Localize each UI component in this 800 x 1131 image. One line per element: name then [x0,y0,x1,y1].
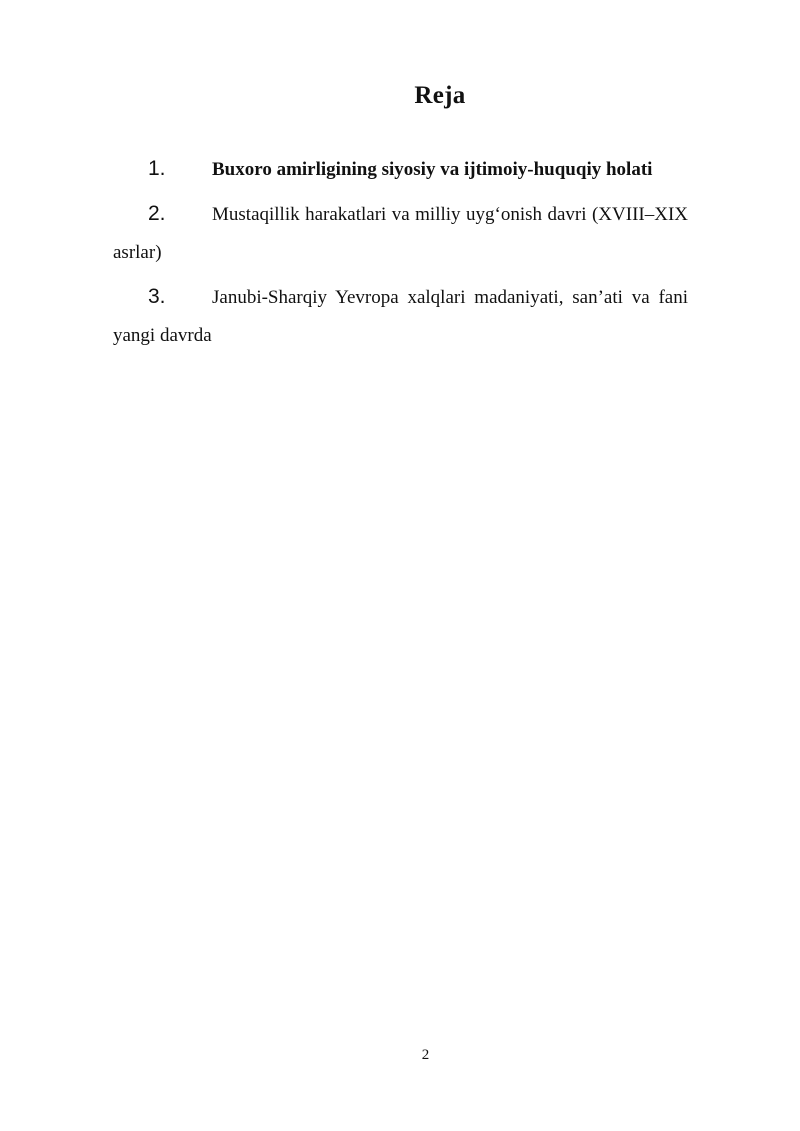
plan-list [113,150,688,361]
plan-item-2 [113,195,688,272]
plan-item-1 [113,150,688,189]
plan-item-text: Janubi-Sharqiy Yevropa xalqlari madaniyati, san’ati va fani yangi davrda [113,287,688,346]
plan-item-number: 2. [148,202,166,225]
page-number: 2 [421,1047,430,1063]
plan-item-number: 1. [148,157,166,180]
plan-item-3 [113,278,688,355]
plan-item-text: Mustaqillik harakatlari va milliy uyg‘onish davri (XVIII–XIX asrlar) [113,204,688,263]
plan-item-number: 3. [148,285,166,308]
plan-item-text: Buxoro amirligining siyosiy va ijtimoiy-huquqiy holati [212,159,653,180]
page-title: Reja [414,82,466,109]
